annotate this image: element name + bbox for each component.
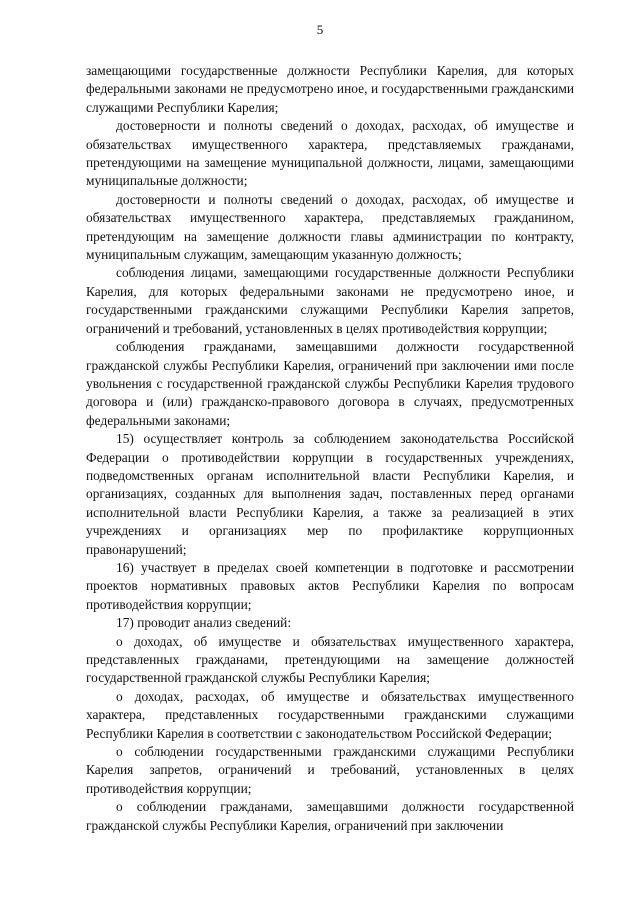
document-body (86, 62, 574, 835)
paragraph-analysis-candidates: о доходах, об имуществе и обязательствах имущественного характера, представленных гражданами, претендующими на замещение должностей государственной гражданской службы Республики Карелия; (86, 633, 574, 686)
paragraph-item-17: 17) проводит анализ сведений: (116, 615, 292, 631)
paragraph-analysis-compliance: о соблюдении государственными гражданскими служащими Республики Карелия запретов, ограничений и требований, установленных в целях противодействия коррупции; (86, 744, 574, 796)
page-number: 5 (316, 22, 324, 37)
paragraph-continuation: замещающими государственные должности Республики Карелия, для которых федеральными законами не предусмотрено иное, и государственными гражданскими служащими Республики Карелия; (86, 63, 574, 115)
paragraph-income-reliability-head-administration: достоверности и полноты сведений о доходах, расходах, об имуществе и обязательствах имущественного характера, представляемых гражданином, претендующим на замещение должности главы администрации по контракту, муниципальным служащим, замещающим указанную должность; (86, 191, 574, 263)
paragraph-item-15: 15) осуществляет контроль за соблюдением законодательства Российской Федерации о противодействии коррупции в государственных учреждениях, подведомственных органам исполнительной власти Республики Карелия, и организациях, созданных для выполнения задач, поставленных перед органами исполнительной власти Республики Карелия, а также за реализацией в этих учреждениях и организациях мер по профилактике коррупционных правонарушений; (86, 431, 574, 557)
paragraph-analysis-former-servants: о соблюдении гражданами, замещавшими должности государственной гражданской службы Республики Карелия, ограничений при заключении (86, 799, 574, 833)
paragraph-item-16: 16) участвует в пределах своей компетенции в подготовке и рассмотрении проектов нормативных правовых актов Республики Карелия по вопросам противодействия коррупции; (86, 559, 574, 612)
paragraph-compliance-officials: соблюдения лицами, замещающими государственные должности Республики Карелия, для которых федеральными законами не предусмотрено иное, и государственными гражданскими служащими Республики Карелия запретов, ограничений и требований, установленных в целях противодействия коррупции; (86, 265, 574, 336)
paragraph-analysis-servants: о доходах, расходах, об имуществе и обязательствах имущественного характера, представленных государственными гражданскими служащими Республики Карелия в соответствии с законодательством Российской Федерации; (86, 688, 574, 741)
paragraph-income-reliability-municipal: достоверности и полноты сведений о доходах, расходах, об имуществе и обязательствах имущественного характера, представляемых гражданами, претендующими на замещение муниципальной должности, лицами, замещающими муниципальные должности; (86, 118, 574, 189)
paragraph-compliance-former-servants: соблюдения гражданами, замещавшими должности государственной гражданской службы Республики Карелия, ограничений при заключении ими после увольнения с государственной гражданской службы Республики Карелия трудового договора и (или) гражданско-правового договора в случаях, предусмотренных федеральными законами; (86, 339, 574, 428)
